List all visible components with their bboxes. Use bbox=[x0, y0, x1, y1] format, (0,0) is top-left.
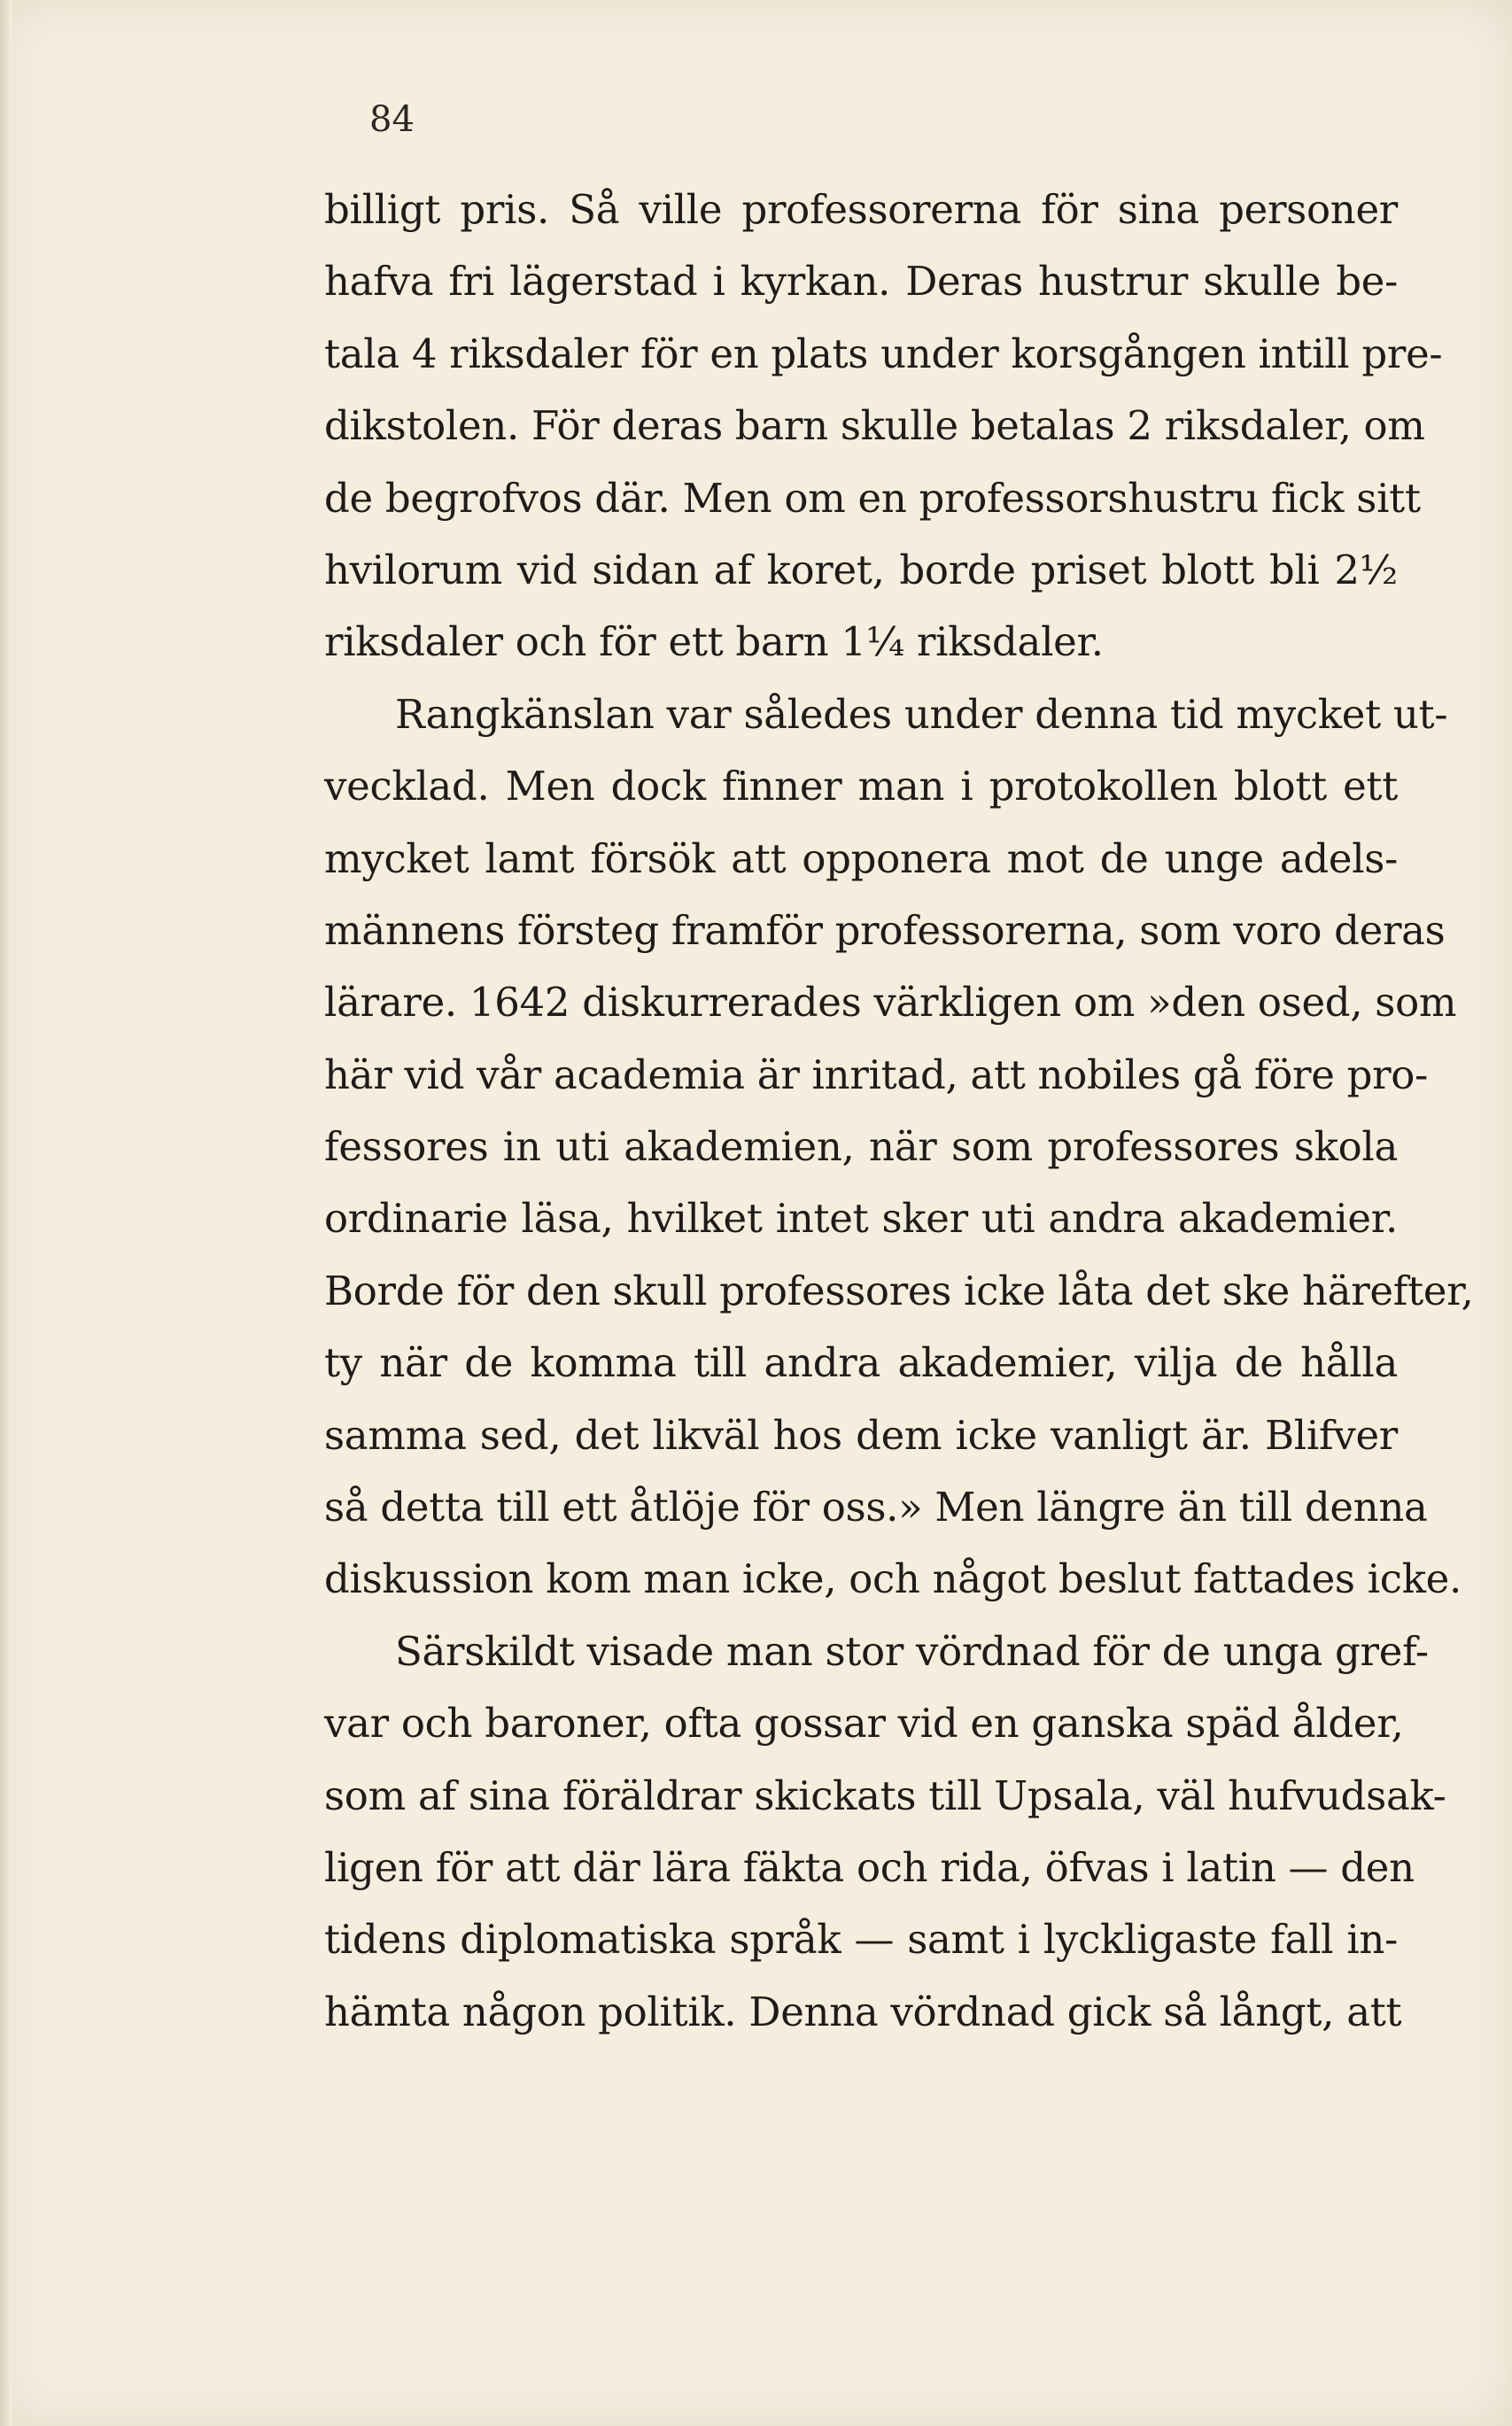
body-text bbox=[324, 174, 1474, 2048]
page-number: 84 bbox=[369, 99, 415, 140]
text-line: hafva fri lägerstad i kyrkan. Deras hustrur skulle be- bbox=[324, 258, 1398, 306]
text-line: fessores in uti akademien, när som professores skola bbox=[324, 1123, 1398, 1171]
text-line: hvilorum vid sidan af koret, borde priset blott bli 2½ bbox=[324, 546, 1398, 593]
text-line: så detta till ett åtlöje för oss.» Men längre än till denna bbox=[324, 1484, 1428, 1531]
text-line: ty när de komma till andra akademier, vilja de hålla bbox=[324, 1339, 1398, 1387]
text-line: Borde för den skull professores icke låta det ske härefter, bbox=[324, 1267, 1474, 1314]
text-line: samma sed, det likväl hos dem icke vanligt är. Blifver bbox=[324, 1411, 1398, 1459]
text-line: männens försteg framför professorerna, som voro deras bbox=[324, 906, 1446, 954]
text-line: de begrofvos där. Men om en professorshustru fick sitt bbox=[324, 474, 1421, 522]
text-line: dikstolen. För deras barn skulle betalas 2 riksdaler, om bbox=[324, 402, 1425, 450]
text-line: här vid vår academia är inritad, att nobiles gå före pro- bbox=[324, 1050, 1428, 1098]
text-line: som af sina föräldrar skickats till Upsala, väl hufvudsak- bbox=[324, 1771, 1446, 1819]
text-line: Rangkänslan var således under denna tid mycket ut- bbox=[395, 690, 1448, 738]
text-line: var och baroner, ofta gossar vid en ganska späd ålder, bbox=[324, 1700, 1404, 1748]
text-line: vecklad. Men dock finner man i protokollen blott ett bbox=[324, 763, 1398, 810]
text-line: ligen för att där lära fäkta och rida, öfvas i latin — den bbox=[324, 1843, 1415, 1891]
text-line: mycket lamt försök att opponera mot de unge adels- bbox=[324, 834, 1398, 882]
text-line: tala 4 riksdaler för en plats under korsgången intill pre- bbox=[324, 329, 1443, 377]
page-edge bbox=[0, 0, 12, 2426]
text-line: hämta någon politik. Denna vördnad gick så långt, att bbox=[324, 1988, 1402, 2035]
text-line: billigt pris. Så ville professorerna för sina personer bbox=[324, 186, 1398, 233]
text-line: lärare. 1642 diskurrerades värkligen om »den osed, som bbox=[324, 979, 1457, 1027]
text-line: Särskildt visade man stor vördnad för de unga gref- bbox=[395, 1627, 1429, 1675]
text-line: tidens diplomatiska språk — samt i lyckligaste fall in- bbox=[324, 1916, 1398, 1964]
text-line: diskussion kom man icke, och något beslut fattades icke. bbox=[324, 1555, 1462, 1603]
text-line: riksdaler och för ett barn 1¼ riksdaler. bbox=[324, 618, 1104, 666]
text-line: ordinarie läsa, hvilket intet sker uti andra akademier. bbox=[324, 1195, 1398, 1243]
